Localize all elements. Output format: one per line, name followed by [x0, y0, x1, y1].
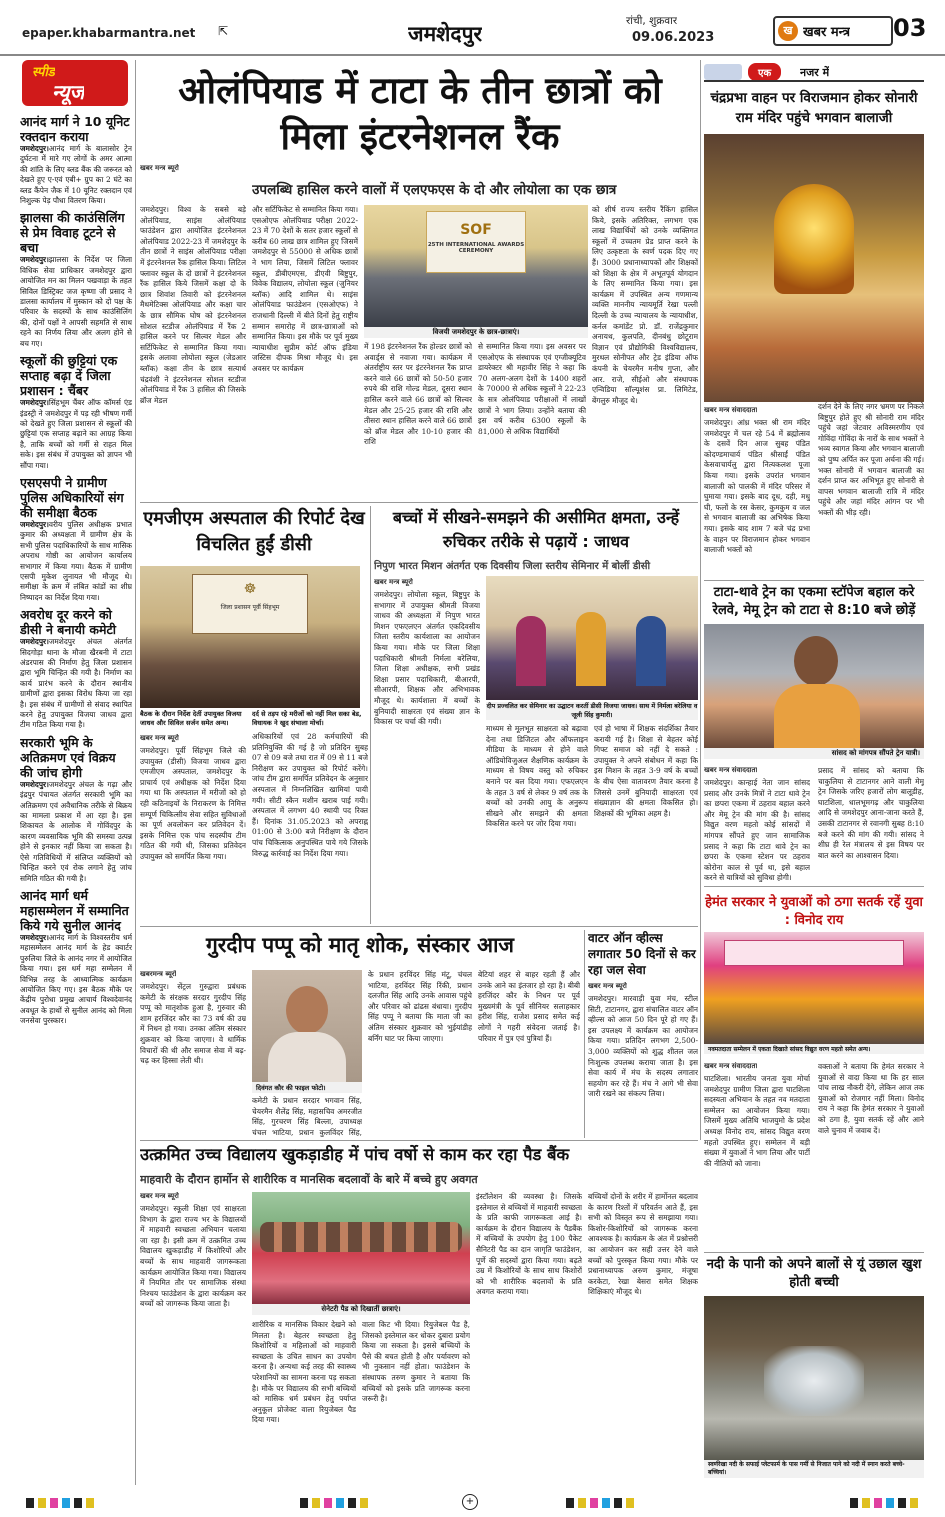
education-headline: बच्चों में सीखने-समझने की असीमित क्षमता, उन्हें रुचिकर तरीके से पढ़ायें : जाधव: [392, 508, 680, 551]
hemant-story[interactable]: [704, 890, 924, 1250]
train-col-1: जमशेदपुर। कान्हाई नेता जान सांसद प्रसाद और उनके मित्रों ने टाटा थावे ट्रेन का छपरा एकमा में ठहराव बहाल करने और मेमू ट्रेन की मांग की है। सांसद विद्युत वरण महतो कोई सांसदों में मांगपत्र सौंपते हुए जान सामाजिक प्रसाद ने कहा कि टाटा थावे ट्रेन का छपरा के एकमा स्टेशन पर ठहराव कोरोना काल से पूर्व था, इसे बहाल करने से यात्रियों को सुविधा होगी।: [704, 778, 810, 883]
brief-headline: अवरोध दूर करने को डीसी ने बनायी कमेटी: [20, 607, 117, 638]
person-body-shape: [774, 684, 860, 748]
place-day: रांची, शुक्रवार: [626, 15, 678, 27]
lead-col-2: और सर्टिफिकेट से सम्मानित किया गया। एसओएफ ओलंपियाड परीक्षा 2022-23 में 70 देशों के सतर हजार स्कूलों से करीब 60 लाख छात्र शामिल हुए जिसमें जमशेदपुर से 55000 से अधिक छात्रों ने भाग लिया, जिसमें लिटिल फ्लावर स्कूल, डीबीएमएस, डीएवी बिष्टुपुर, विवेक विद्यालय, लोयोला स्कूल (जुनियर ब्लॉक) आदि शामिल थे। साइंस ओलंपियाड फाउंडेशन (एसओएफ) ने राजधानी दिल्ली में बीते दिनों हेतु राष्ट्रीय सम्मान समारोह में छात्र-छात्राओं को सम्मानित किया। इस मौके पर पूर्व मुख्य न्यायाधीश सुप्रीम कोर्ट ऑफ इंडिया जस्टिस दीपक मिश्रा मौजूद थे। इस अवसर पर कार्यक्रम: [252, 205, 358, 373]
ek-nazar-label-bar: [704, 62, 924, 82]
students-row-shape: [260, 1222, 462, 1252]
speed-news-logo: [22, 60, 128, 106]
award-photo[interactable]: [364, 205, 588, 327]
education-col-1b: [374, 788, 480, 922]
section-divider: [704, 1252, 924, 1253]
gurdeep-col-4: बेटियां शहर से बाहर रहती हैं और उनके आने का इंतजार हो रहा है। बीबी हरजिंदर कौर के निधन पर पूर्व मुख्यमंत्री के पूर्व सीनियर सलाहकार हरीश सिंह, राजेश प्रसाद समेत कई लोगों ने गहरी संवेदना जताई है। परिवार में पुत्र एवं पुत्रियां हैं।: [478, 970, 580, 1043]
ek-nazar-story[interactable]: [704, 60, 924, 580]
section-divider: [140, 1140, 698, 1141]
seminar-photo-caption: दीप प्रज्वलित कर सेमिनार का उद्घाटन करतीं डीसी विजया जाधव। साथ में निर्मला बरेलिया व जूली सिंह कुमारी।: [486, 703, 698, 719]
color-dots-right: [850, 1498, 920, 1508]
speed-news-briefs: [20, 110, 132, 1485]
brief-text: जमशेदपुर।जमशेदपुर अंचल के गढ़ा और इंद्रपुर पंचायत अंतर्गत सरकारी भूमि का अतिक्रमण एवं अवैधानिक तरीके से बिक्रय का मामला प्रकाश में आ रहा है। इस शिकायत के आलोक में गोविंदपुर के कारण व्यवसायिक भूमि की समस्या उत्पन्न होने से इनकार नहीं किया जा सकता है। ऐसे गतिविधियों में संलिप्त व्यक्तियों को चिन्हित करने एवं रोक लगाने हेतु जांच समिति गठित की गयी है।: [20, 779, 132, 883]
section-divider: [140, 926, 698, 927]
ek-nazar-headline: चंद्रप्रभा वाहन पर विराजमान होकर सोनारी राम मंदिर पहुंचे भगवान बालाजी: [710, 90, 918, 126]
splash-shape: [764, 1346, 864, 1416]
brief-item[interactable]: [20, 735, 132, 884]
education-story[interactable]: [374, 506, 698, 924]
rally-photo-caption: नवमतदाता सम्मेलन में एकता दिखाते सांसद विद्युत वरण महतो समेत अन्य।: [704, 1044, 924, 1054]
portrait-caption: दिवंगत कौर की फाइल फोटो।: [252, 1082, 362, 1093]
mgm-byline: खबर मन्त्र ब्यूरो: [140, 734, 179, 742]
pad-bank-col-3: वाला किट भी दिया। रियुजेबल पैड है, जिसको इस्तेमाल कर धोकर दुबारा प्रयोग किया जा सकता है। इससे बच्चियों के पैसे की बचत होती है और पर्यावरण को भी नुकसान नहीं होता। फाउंडेशन के संस्थापक तरुण कुमार ने बताया कि बच्चियों को इसके प्रति जागरूक करना जरूरी है।: [362, 1320, 470, 1404]
brief-headline: एसएसपी ने ग्रामीण पुलिस अधिकारियों संग की समीक्षा बैठक: [20, 474, 124, 520]
pad-bank-story[interactable]: [140, 1144, 700, 1486]
seminar-figure-shape: [516, 616, 546, 686]
banner-shape: [724, 940, 904, 966]
lead-story[interactable]: [140, 60, 698, 500]
brief-item[interactable]: [20, 888, 132, 1027]
students-photo-caption: सेनेटरी पैड को दिखातीं छात्राएं।: [252, 1304, 470, 1315]
hemant-col-2: वक्ताओं ने बताया कि हेमंत सरकार ने युवाओं से वादा किया था कि हर साल पांच लाख नौकरी देंगे, लेकिन आज तक युवाओं को रोजगार नहीं मिला। विनोद राय ने कहा कि हेमंत सरकार ने युवाओं को ठगा है, युवा सतर्क रहें और आने वाले चुनाव में जवाब दें।: [818, 1062, 924, 1135]
speed-news-logo-top: स्पीड: [32, 65, 55, 80]
brief-headline: झालसा की काउंसिलिंग से प्रेम विवाह टूटने से बचा: [20, 210, 125, 256]
mp-photo[interactable]: [704, 624, 924, 748]
lead-byline: खबर मन्त्र ब्यूरो: [140, 164, 179, 172]
color-dots-left: [26, 1498, 96, 1508]
mgm-col-1: जमशेदपुर। पूर्वी सिंहभूम जिले की उपायुक्त (डीसी) विजया जाधव द्वारा एमजीएम अस्पताल, जमशेदपुर के प्राचार्य एवं अधीक्षक को निर्देश दिया गया था कि अस्पताल में मरीजों को हो रही कठिनाइयों के निराकरण के निमित्त सम्पूर्ण चिकित्सीय सेवा सहित सुविधाओं का पूर्ण अवलोकन कर प्रतिवेदन दें। इसके निमित्त एक पांच सदस्यीय टीम गठित की गयी थी, जिसका प्रतिवेदन उपायुक्त को समर्पित किया गया।: [140, 746, 246, 861]
emblem-board: [192, 574, 308, 634]
award-banner-text: 25TH INTERNATIONAL AWARDS CEREMONY: [427, 242, 525, 254]
brand-name: खबर मन्त्र: [803, 25, 851, 40]
seminar-figure-shape: [576, 612, 606, 686]
brief-text: जमशेदपुर।आनंद मार्ग के बालासोर ट्रेन दुर्घटना में मारे गए लोगों के अमर आत्मा की शांति के लिए ब्लड बैंक की जरूरत को देखते हुए ए-एवं एबी+ ग्रुप का 2 घंटे का ब्लड कैंपेन जैक में 10 यूनिट रक्तदान एवं निशुल्क पेड़ पौधा वितरण किया।: [20, 144, 132, 206]
lead-col-4: से सम्मानित किया गया। इस अवसर पर एसओएफ के संस्थापक एवं एग्जीक्यूटिव डायरेक्टर श्री महावीर सिंह ने कहा कि 70 अलग-अलग देशों के 1400 शहरों के 70000 से अधिक स्कूलों ने 22-23 के सत्र ओलंपियाड परीक्षाओं में लाखों छात्रों ने भाग लिया। उन्होंने बताया की इस वर्ष करीब 6300 स्कूलों के 81,000 से अधिक विद्यार्थियों: [478, 342, 586, 436]
brief-item[interactable]: [20, 114, 132, 206]
pad-bank-byline: खबर मन्त्र ब्यूरो: [140, 1192, 179, 1200]
pad-bank-col-5: बच्चियों दोनों के शरीर में हार्मोनल बदलाव के कारण रिश्तों में परिवर्तन आते हैं, इस सभी को विस्तृत रूप से समझाया गया। किशोर-किशोरियों को जागरूक करना आवश्यक है। कार्यक्रम के अंत में प्रश्नोत्तरी का आयोजन कर सही उत्तर देने वाले बच्चों को पुरस्कृत किया गया। मौके पर प्रधानाध्यापक अरुण कुमार, मंजूषा करकेटा, रेखा बेसरा समेत शिक्षक शिक्षिकाएं मौजूद थे।: [588, 1192, 698, 1297]
section-divider: [704, 580, 924, 581]
lead-subhead: उपलब्धि हासिल करने वालों में एलएफएस के दो और लोयोला का एक छात्र: [252, 182, 617, 198]
page-number: 03: [893, 14, 927, 42]
meeting-photo-caption: बैठक के दौरान निर्देश देतीं उपायुक्त विजया जाधव और सिविल सर्जन समेत अन्य।: [140, 710, 242, 727]
emblem-board-text: जिला प्रशासन पूर्वी सिंहभूम: [220, 604, 280, 611]
brief-item[interactable]: [20, 353, 132, 471]
person-shape: [794, 636, 838, 686]
mgm-story[interactable]: [140, 506, 368, 924]
students-photo[interactable]: [252, 1192, 470, 1304]
brief-text: जमशेदपुर।जमशेदपुर अंचल अंतर्गत सिदगोड़ा थाना के मौजा खैरबनी में टाटा अंडरपास की निर्माण हेतु जिला प्रशासन द्वारा भूमि चिन्हित की गयी है। निर्माण का कार्य प्रारंभ करने के दौरान स्थानीय ग्रामीणों द्वारा इसका विरोध किया जा रहा है। इस संबंध में ग्रामीणों से संवाद स्थापित करने हेतु उपायुक्त विजया जाधव द्वारा टीम गठित किया गया है।: [20, 637, 132, 730]
issue-date: 09.06.2023: [632, 30, 715, 45]
brief-text: जमशेदपुर।आनंद मार्ग के विश्वस्तरीय धर्म महासम्मेलन आनंद मार्ग के हेड क्वार्टर पुरुलिया जिले के आनंद नगर में आयोजित किया गया। इस धर्म महा सम्मेलन में विभिन्न तरह के आध्यात्मिक कार्यक्रम आयोजित किए गए। इस बैठक मौके पर केंद्रीय पुरोधा प्रमुख आचार्य विश्वदेवानंद अवधूत के हाथों से सुनील आनंद को मिला जनसेवा पुरस्कार।: [20, 932, 132, 1026]
hemant-headline: हेमंत सरकार ने युवाओं को ठगा सतर्क रहें युवा : विनोद राय: [705, 895, 923, 928]
award-banner: [426, 211, 526, 273]
brand-logo-icon: ख: [778, 21, 798, 41]
epaper-url[interactable]: epaper.khabarmantra.net: [22, 26, 196, 40]
seminar-figure-shape: [636, 616, 666, 686]
color-dots-mid-left: [300, 1498, 370, 1508]
lead-col-1: जमशेदपुर। विश्व के सबसे बड़े ओलंपियाड, साइंस ओलंपियाड फाउंडेशन द्वारा आयोजित इंटरनेशनल ओलंपियाड 2022-23 में जमशेदपुर के तीन छात्रों ने साइंस ओलंपियाड परीक्षा में इंटरनेशनल रैंक हासिल किया। लिटिल फ्लावर स्कूल के दो छात्रों ने इंटरनेशनल रैंक हासिल किये जिसमें कक्षा दो के छात्र शिवांश तिवारी को इंटरनेशनल मैथमेटिक्स ओलंपियाड और कक्षा चार के छात्र सौमिक घोष को इंटरनेशनल सोशल स्टडीज ओलंपियाड में रैंक 2 हासिल करने पर सिल्वर मेडल और सर्टिफिकेट से सम्मानित किया गया। इसके अलावा लोयोला स्कूल (जेडआर ब्लॉक) कक्षा तीन के छात्र सत्यार्थ चंद्रवंशी ने इंटरनेशनल सोशल स्टडीज ओलंपियाड में रैंक 3 हासिल की जिसके ब्रॉज मेडल: [140, 205, 246, 405]
nazar-label: नजर में: [800, 66, 830, 79]
brief-headline: आनंद मार्ग धर्म महासम्मेलन में सम्मानित किये गये सुनील आनंद: [20, 887, 129, 933]
pad-bank-subhead: माहवारी के दौरान हार्मोन से शारीरिक व मानसिक बदलावों के बारे में बच्चे हुए अवगत: [140, 1173, 478, 1186]
brief-item[interactable]: [20, 607, 132, 731]
river-headline: नदी के पानी को अपने बालों से यूं उछाल खुश होती बच्ची: [706, 1257, 922, 1290]
gurdeep-col-1: जमशेदपुर। सेंट्रल गुरुद्वारा प्रबंधक कमेटी के संरक्षक सरदार गुरदीप सिंह पप्पू को मातृशोक हुआ है, गुरुवार की शाम हरजिंदर कौर का 73 वर्ष की उम्र में निधन हो गया। उनका अंतिम संस्कार शुक्रवार को किया जाएगा। वे धार्मिक विचारों की थी और समाज सेवा में बढ़-चढ़ कर हिस्सा लेती थी।: [140, 982, 246, 1066]
gurdeep-story[interactable]: [140, 930, 580, 1138]
brief-item[interactable]: [20, 210, 132, 349]
emblem-icon: ☸: [243, 581, 257, 597]
brief-text: जमशेदपुर।वरीय पुलिस अधीक्षक प्रभात कुमार की अध्यक्षता में ग्रामीण क्षेत्र के सभी पुलिस पदाधिकारियों के साथ मासिक अपराध गोष्ठी का आयोजन कार्यालय सभागार में किया गया। बैठक में ग्रामीण एसपी मुकेश लुनायत भी मौजूद थे। समीक्षा के क्रम में लंबित कांडों का शीघ्र निष्पादन का निर्देश दिया गया।: [20, 519, 132, 602]
ek-nazar-icon: [704, 64, 742, 80]
river-photo-caption: स्वर्णरेखा नदी के सफाई प्लेटफार्म के पास गर्मी से निजात पाने को नदी में स्नान करते बच्चे-बच्चियां।: [704, 1460, 924, 1478]
gurdeep-byline: खबरमन्त्र ब्यूरो: [140, 970, 177, 978]
seminar-photo[interactable]: [486, 576, 698, 700]
section-divider: [140, 502, 698, 503]
sof-logo-icon: SOF: [460, 222, 492, 238]
gurdeep-col-3: के प्रधान हरविंदर सिंह मंटू, चंचल भाटिया, हरविंदर सिंह रिंकी, प्रधान दलजीत सिंह आदि उनके आवास पहुंचे और परिवार को ढांढस बंधाया। गुरदीप सिंह पप्पू ने बताया कि माता जी का अंतिम संस्कार शुक्रवार को भुईयांडीह बर्निंग घाट पर किया जाएगा।: [368, 970, 472, 1043]
brief-text: जमशेदपुर।सिंहभूम चैंबर ऑफ कॉमर्स एंड इंडस्ट्री ने जमशेदपुर में पड़ रही भीषण गर्मी को देखते हुए जिला प्रशासन से स्कूलों की छुट्टियां एक सप्ताह बढ़ाने का आग्रह किया है, ताकि बच्चों को गर्मी से राहत मिल सके। इस संबंध में उपायुक्त को ज्ञापन भी सौंपा गया।: [20, 398, 132, 470]
pad-bank-headline: उत्क्रमित उच्च विद्यालय खुकड़ाडीह में पांच वर्षो से काम कर रहा पैड बैंक: [140, 1145, 570, 1164]
portrait-body-shape: [268, 1032, 346, 1082]
mgm-headline: एमजीएम अस्पताल की रिपोर्ट देख विचलित हुईं डीसी: [143, 508, 365, 555]
education-col-1: जमशेदपुर। लोयोला स्कूल, बिष्टुपुर के सभागार में उपायुक्त श्रीमती विजया जाधव की अध्यक्षता में निपुण भारत मिशन एफएलएन अंतर्गत एकदिवसीय जिला स्तरीय कार्यशाला का आयोजन किया गया। मौके पर जिला शिक्षा पदाधिकारी श्रीमती निर्मला बरेलिया, जिला शिक्षा अधीक्षक, सभी प्रखंड शिक्षा प्रसार पदाधिकारी, बीआरपी, सीआरपी, शिक्षक और अभिभावक मौजूद थे। कार्यशाला में बच्चों के बुनियादी साक्षरता एवं संख्या ज्ञान के विकास पर चर्चा की गयी।: [374, 590, 480, 727]
meeting-photo[interactable]: [140, 566, 360, 708]
education-col-2: माध्यम से मूलभूत साक्षरता को बढ़ावा देना तथा डिजिटल और ऑफलाइन मीडिया के माध्यम से होने वाले ऑडियोविजुअल शैक्षणिक कार्यक्रम के माध्यम से विषय वस्तु को रुचिकर बनाने पर बल दिया गया। एफएलएन के तहत 3 वर्ष से लेकर 9 वर्ष तक के बच्चों को उनकी आयु के अनुरूप सीखने और समझने की क्षमता विकसित करने पर जोर दिया गया।: [486, 724, 588, 829]
city-name: जमशेदपुर: [408, 22, 483, 46]
education-col-3: एवं हो भाषा में शिक्षक संदर्शिका तैयार करायी गई है। शिक्षा से बेहतर कोई गिफ्ट समाज को नहीं दे सकते : उपायुक्त ने अपने संबोधन में कहा कि इस मिशन के तहत 3-9 वर्ष के बच्चों के बीच ऐसा वातावरण तैयार करना है जिससे उनमें बुनियादी साक्षरता एवं संख्याज्ञान की क्षमता विकसित हो। शिक्षकों की भूमिका अहम है।: [594, 724, 698, 818]
gurdeep-col-2: कमेटी के प्रधान सरदार भगवान सिंह, चेयरमैन शैलेंद्र सिंह, महासचिव अमरजीत सिंह, गुरचरण सिंह बिल्ला, उपाध्यक्ष चंचल भाटिया, प्रधान कुलविंदर सिंह,: [252, 1096, 362, 1137]
ek-tag: एक: [748, 63, 781, 81]
ek-nazar-col-2: दर्शन देने के लिए नगर भ्रमण पर निकले बिष्टुपुर होते हुए श्री सोनारी राम मंदिर पहुंचे जहां जेटवार अविस्मरणीय एवं गोविंदा गोविंदा के नारों के साथ भक्तों ने भव्य स्वागत किया और भगवान बालाजी को पुष्प अर्पित कर पूजा अर्चना की गई। भक्त सोनारी में भगवान बालाजी का दर्शन प्राप्त कर अभिभूत हुए सोनारी से वापस भगवान बालाजी रात्रि में मंदिर पहुंचे और जहां मंदिर आंगन पर भी भक्तों की भीड़ रही।: [818, 402, 924, 517]
river-photo[interactable]: [704, 1296, 924, 1460]
brief-headline: सरकारी भूमि के अतिक्रमण एवं विक्रय की जांच होगी: [20, 734, 116, 780]
portrait-photo[interactable]: [252, 970, 362, 1082]
column-divider: [370, 506, 371, 924]
lead-col-3: में 198 इंटरनेशनल रैंक होल्डर छात्रों को अवार्ड्स से नवाजा गया। कार्यक्रम में अंतर्राष्ट्रीय स्तर पर इंटरनेशनल रैंक प्राप्त करने वाले 66 छात्रों को 50-50 हजार रुपये की राशि गोल्ड मेडल, दूसरा स्थान हासिल करने वाले 66 छात्रों को सिल्वर मेडल और 25-25 हजार की राशि और तीसरा स्थान हासिल करने वाले 66 छात्रों को ब्रॉज मेडल और 10-10 हजार की राशि: [364, 342, 472, 447]
lead-col-5: को शीर्ष राज्य स्तरीय रैंकिंग हासिल किये, इसके अतिरिक्त, लगभग एक लाख विद्यार्थियों को उनके व्यक्तिगत स्कूलों में उच्चतम प्रेड प्राप्त करने के लिए उत्कृष्टता के स्वर्ण पदक दिए गए हैं। 3000 प्रधानाध्यापकों और शिक्षकों को शिक्षा के क्षेत्र में अभूतपूर्व योगदान के लिए सम्मानित किया गया। इस कार्यक्रम में उपस्थित अन्य गणमान्य व्यक्ति माननीय न्यायमूर्ति रेखा पल्ली दिल्ली के उच्च न्यायालय के न्यायाधीश, कर्नल कमांडेंट प्रो. डॉ. राजेंद्रकुमार अनायथ, कुलपति, दीनबंधु छोटूराम विज्ञान एवं प्रौद्योगिकी विश्वविद्यालय, मुरथल सोनीपत और ट्रेड इंडिया ऑफ कंपनी के चेयरमैन मनीष गुप्ता, और आर. राजे, सीईओ और संस्थापक एन्विडिया सॉल्यूशंस प्रा. लिमिटेड, बेंगलुरु मौजूद थे।: [592, 205, 698, 405]
education-subhead: निपुण भारत मिशन अंतर्गत एक दिवसीय जिला स्तरीय सेमिनार में बोलीं डीसी: [374, 561, 651, 572]
footer-registration-bar: [0, 1492, 945, 1517]
speed-news-column: [20, 60, 132, 1485]
mp-photo-caption: सांसद को मांगपत्र सौंपते ट्रेन यात्री।: [704, 748, 924, 759]
color-dots-mid-right: [566, 1498, 636, 1508]
gurdeep-headline: गुरदीप पप्पू को मातृ शोक, संस्कार आज: [205, 933, 515, 957]
hemant-byline: खबर मन्त्र संवाददाता: [704, 1062, 758, 1070]
deity-palanquin-shape: [774, 184, 854, 294]
education-byline: खबर मन्त्र ब्यूरो: [374, 578, 413, 586]
train-headline: टाटा-थावे ट्रेन का एकमा स्टॉपेज बहाल करे रेलवे, मेमू ट्रेन को टाटा से 8:10 बजे छोड़ें: [712, 585, 916, 618]
column-divider: [135, 60, 136, 1485]
train-byline: खबर मन्त्र संवाददाता: [704, 766, 758, 774]
brief-headline: आनंद मार्ग ने 10 यूनिट रक्तदान कराया: [20, 114, 130, 144]
water-col-1: जमशेदपुर। मारवाड़ी युवा मंच, स्टील सिटी, टाटानगर, द्वारा संचालित वाटर ऑन व्हील्स को आज 50 दिन पूरे हो गए हैं। इस उपलक्ष्य में कार्यक्रम का आयोजन किया गया। प्रतिदिन लगभग 2,500-3,000 व्यक्तियों को शुद्ध शीतल जल निःशुल्क उपलब्ध कराया जाता है। इस सेवा कार्य में मंच के सदस्य लगातार सहयोग कर रहे हैं। मंच ने आगे भी सेवा जारी रखने का संकल्प लिया।: [588, 994, 698, 1099]
ek-nazar-col-1: जमशेदपुर। आंध्र भक्त श्री राम मंदिर जमशेदपुर में चल रहे 54 में ब्रह्मोत्सव के दसवें दिन आज सुबह पंडित कोदण्डमाचार्य पंडित श्रीसाईं पंडित केसवाचार्यलु द्वारा नित्यकलश पूजा किया गया। इसके उपरांत भगवान बालाजी को पालकी में मंदिर परिसर में घुमाया गया। इसके बाद दूध, दही, मधु घी, फलों के रस केसर, कुमकुम व जल से भगवान बालाजी का अभिषेक किया गया। इसके बाद शाम 7 बजे चंद्र प्रभा के वाहन पर विराजमान होकर भगवान बालाजी भक्तों को: [704, 418, 810, 555]
ek-nazar-byline: खबर मन्त्र संवाददाता: [704, 406, 758, 414]
section-divider: [704, 886, 924, 887]
brand-box: [773, 16, 893, 46]
speed-news-logo-bottom: न्यूज: [52, 80, 85, 104]
crosshair-icon: +: [462, 1494, 478, 1510]
patient-photo-caption: दर्द से तड़प रहे मरीजों को नहीं मिल सका बेड, विधायक ने खुद संभाला मोर्चा।: [252, 710, 362, 727]
pad-bank-col-4: इंस्टॉलेशन की व्यवस्था है। जिसके इस्तेमाल से बच्चियों में माहवारी स्वच्छता के प्रति काफी जागरूकता आई है। कार्यक्रम के दौरान विद्यालय के पैडबैंक में बच्चियों के उपयोग हेतु 100 पैकेट सैनिटरी पैड का दान जागृति फाउंडेशन, पूर्णे की सदस्यों द्वारा किया गया। बढ़ते उम्र में किशोरियों के साथ साथ किशोरों को भी शारीरिक बदलावों के प्रति अवगत कराया गया।: [476, 1192, 582, 1297]
rally-photo[interactable]: [704, 932, 924, 1044]
brief-headline: स्कूलों की छुट्टियां एक सप्ताह बढ़ा दें जिला प्रशासन : चैंबर: [20, 353, 118, 399]
train-col-2: प्रसाद में सांसद को बताया कि चाकुलिया से टाटानगर आने वाली मेमू ट्रेन जिसके जरिए हजारों लोग बालूडीह, घाटशिला, धालभूमगढ़ और चाकुलिया आदि से जमशेदपुर आना-जाना करते हैं, उसकी टाटानगर से रवानगी सुबह 8:10 बजे करने की मांग की गयी। सांसद ने शीघ्र ही रेल मंत्रालय से इस विषय पर बात करने का आश्वासन दिया।: [818, 766, 924, 860]
water-byline: खबर मन्त्र ब्यूरो: [588, 982, 627, 990]
award-photo-caption: विजयी जमशेदपुर के छात्र-छात्राएं।: [364, 327, 588, 338]
portrait-face-shape: [286, 986, 328, 1034]
hemant-col-1: घाटशिला। भारतीय जनता युवा मोर्चा जमशेदपुर ग्रामीण जिला द्वारा घाटशिला सदस्यता अभियान के तहत नव मतदाता सम्मेलन का आयोजन किया गया। जिसमें मुख्य अतिथि भाजयुमो के प्रदेश अध्यक्ष विनोद राय, सांसद विद्युत वरण महतो उपस्थित हुए। सम्मेलन में बड़ी संख्या में युवाओं ने भाग लिया और पार्टी की नीतियों को जाना।: [704, 1074, 810, 1168]
water-story[interactable]: [588, 930, 698, 1138]
river-story[interactable]: [704, 1256, 924, 1486]
cursor-icon: ⇱: [218, 24, 229, 38]
pad-bank-col-2: शारीरिक व मानसिक विकार देखने को मिलता है। बेहतर स्वच्छता हेतु किशोरियों व महिलाओं को माहवारी स्वच्छता के उचित साधन का उपयोग करना है। अन्यथा कई तरह की स्वास्थ्य परेशानियों का सामना करना पड़ सकता है। मौके पर विद्यालय की सभी बच्चियों को मासिक धर्म प्रबंधन हेतु पर्याप्त अनुकूल प्रोजेक्ट वाला रियुजेबल पैड दिया गया।: [252, 1320, 356, 1425]
brief-text: जमशेदपुर।झालसा के निर्देश पर जिला विधिक सेवा प्राधिकार जमशेदपुर द्वारा आयोजित मन का मिलन पखवाड़ा के तहत सिविल डिस्ट्रिक्ट जज कृष्णा जी प्रसाद ने डालसा कार्यालय में मुस्कान को दो पक्ष के परिवार के सदस्यों के साथ काउंसिलिंग की, दोनों पक्षों ने आपसी सहमति से साथ रहने का निर्णय लिया और अलग होने से बच गए।: [20, 255, 132, 348]
column-divider: [700, 60, 701, 1140]
mgm-col-2: अधिकारियों एवं 28 कर्मचारियों की प्रतिनियुक्ति की गई है जो प्रतिदिन सुबह 07 से 09 बजे तथा रात में 09 से 11 बजे निरीक्षण कर उपायुक्त को रिपोर्ट करेंगे। जांच टीम द्वारा समर्पित प्रतिवेदन के अनुसार अस्पताल में निम्नलिखित खामियां पायी गयी। सीटी स्कैन मशीन खराब पाई गयी। अस्पताल में लगभग 40 स्थायी पद रिक्त हैं। दिनांक 31.05.2023 को अपराह्न 01:00 से 3:00 बजे निरीक्षण के दौरान पांच चिकित्सक अनुपस्थित पाये गये जिसके विरुद्ध कार्रवाई का निर्देश दिया गया।: [252, 732, 368, 858]
water-headline: वाटर ऑन व्हील्स लगातार 50 दिनों से कर रहा जल सेवा: [588, 931, 696, 977]
train-story[interactable]: [704, 584, 924, 884]
masthead: [0, 0, 945, 56]
balaji-photo[interactable]: [704, 134, 924, 402]
pad-bank-col-1: जमशेदपुर। स्कूली शिक्षा एवं साक्षरता विभाग के द्वारा राज्य भर के विद्यालयों में माहवारी स्वच्छता अभियान चलाया जा रहा है। इसी क्रम में उत्क्रमित उच्च विद्यालय खुकड़ाडीह में किशोरियों और बच्चों के साथ माहवारी जागरूकता कार्यक्रम आयोजित किया गया। विद्यालय में नियमित तौर पर सामाजिक संस्था निश्चय फाउंडेशन के द्वारा कार्यक्रम कर बच्चों को जागरूक किया जाता है।: [140, 1204, 246, 1309]
column-divider: [584, 930, 585, 1138]
lead-headline: ओलंपियाड में टाटा के तीन छात्रों को मिला इंटरनेशनल रैंक: [178, 69, 662, 158]
brief-item[interactable]: [20, 475, 132, 603]
